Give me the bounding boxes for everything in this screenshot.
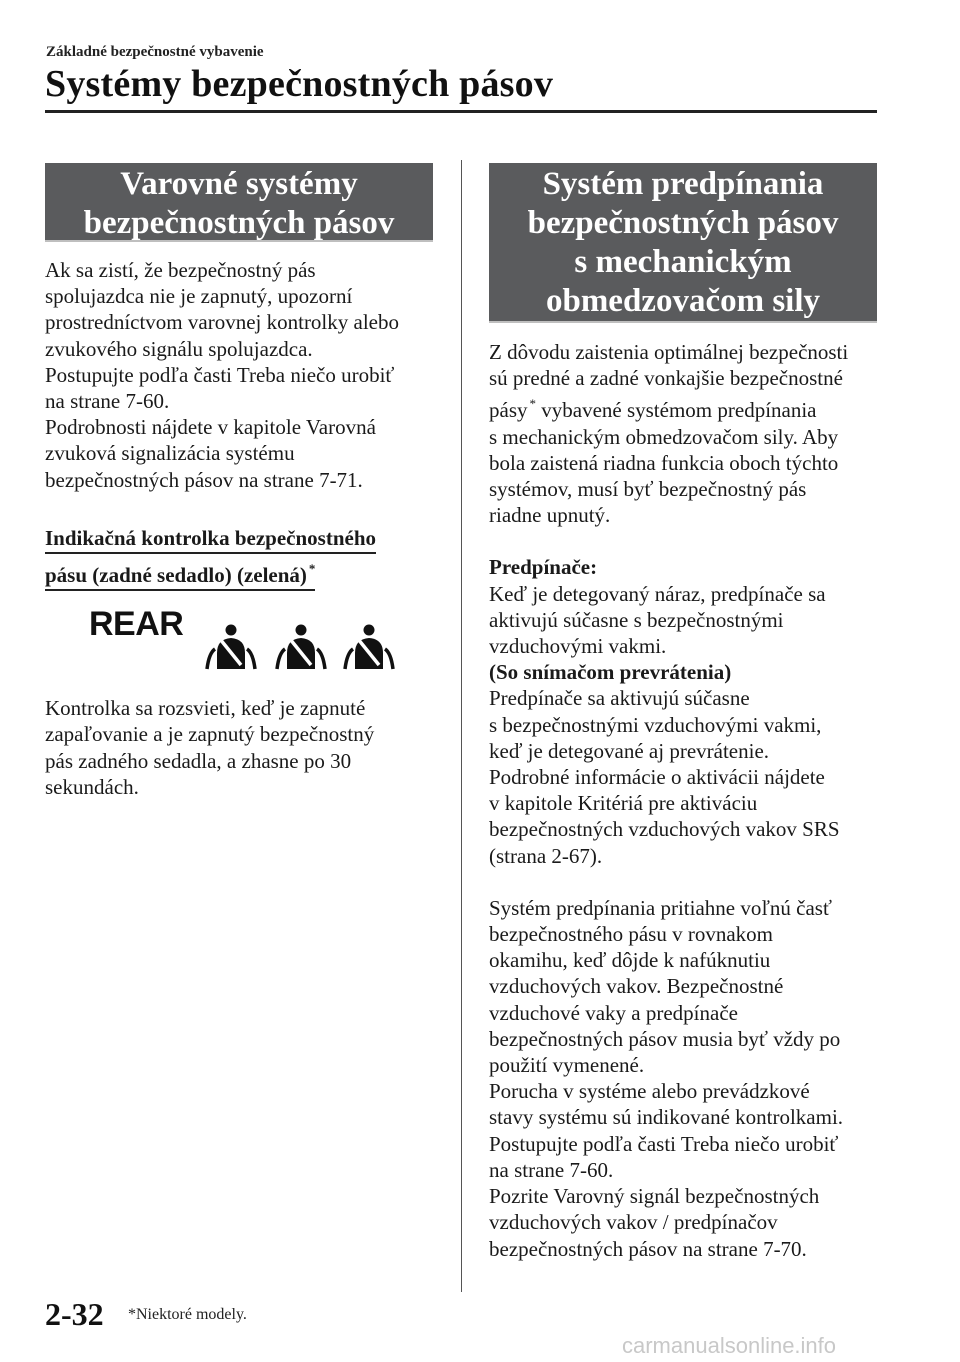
pretensioner-text: Keď je detegovaný náraz, predpínače sa aktivujú súčasne s bezpečnostnými vzduchovými vakmi. bbox=[489, 581, 826, 659]
footnote: *Niektoré modely. bbox=[128, 1306, 247, 1323]
footnote-asterisk: * bbox=[529, 396, 536, 412]
section-banner-warning-systems bbox=[45, 163, 433, 242]
rear-label: REAR bbox=[89, 605, 184, 644]
banner-line: bezpečnostných pásov bbox=[83, 205, 395, 241]
page-number: 2-32 bbox=[45, 1296, 104, 1332]
seatbelt-icon bbox=[343, 623, 395, 671]
indicator-heading bbox=[45, 525, 433, 591]
rollover-heading: (So snímačom prevrátenia) bbox=[489, 660, 732, 685]
indicator-description-text: Kontrolka sa rozsvieti, keď je zapnuté zapaľovanie a je zapnutý bezpečnostný pás zadného sedadla, a zhasne po 30 sekundách. bbox=[45, 696, 375, 799]
page-title: Systémy bezpečnostných pásov bbox=[45, 63, 554, 105]
header-divider bbox=[45, 110, 877, 113]
intro-text-part: vybavené systémom predpínania s mechanickým obmedzovačom sily. Aby bola zaistená riadna funkcia oboch týchto systémov, musí byť bezpečnostný pás riadne upnutý. bbox=[489, 398, 839, 528]
banner-line: obmedzovačom sily bbox=[545, 283, 821, 319]
right-column bbox=[489, 163, 877, 1262]
footnote-asterisk: * bbox=[308, 561, 316, 577]
pretensioner-intro-text bbox=[489, 339, 877, 528]
banner-line: Systém predpínania bbox=[542, 166, 824, 202]
indicator-heading-line: Indikačná kontrolka bezpečnostného bbox=[45, 525, 376, 554]
section-kicker: Základné bezpečnostné vybavenie bbox=[46, 44, 264, 60]
pretensioner-heading: Predpínače: bbox=[489, 555, 598, 580]
rear-belt-indicator bbox=[45, 605, 433, 677]
banner-line: Varovné systémy bbox=[120, 166, 358, 202]
indicator-heading-line: pásu (zadné sedadlo) (zelená) bbox=[45, 563, 307, 588]
warning-intro-text: Ak sa zistí, že bezpečnostný pás spolujazdca nie je zapnutý, upozorní prostredníctvom varovnej kontrolky alebo zvukového signálu spolujazdca. Postupujte podľa časti Treba niečo urobiť na strane 7-60. Podrobnosti nájdete v kapitole Varovná zvuková signalizácia systému bezpečnostných pásov na strane 7-71. bbox=[45, 258, 399, 492]
banner-line: bezpečnostných pásov bbox=[527, 205, 839, 241]
seatbelt-icon bbox=[205, 623, 257, 671]
seatbelt-icon bbox=[275, 623, 327, 671]
intro-text-part: Z dôvodu zaistenia optimálnej bezpečnosti sú predné a zadné vonkajšie bezpečnostné pásy bbox=[489, 340, 849, 423]
left-column bbox=[45, 163, 433, 800]
column-divider bbox=[461, 160, 462, 1292]
banner-line: s mechanickým bbox=[574, 244, 792, 280]
system-text: Systém predpínania pritiahne voľnú časť bezpečnostného pásu v rovnakom okamihu, keď dôjde k nafúknutiu vzduchových vakov. Bezpečnostné vzduchové vaky a predpínače bezpečnostných pásov musia byť vždy po použití vymenené. Porucha v systéme alebo prevádzkové stavy systému sú indikované kontrolkami. Postupujte podľa časti Treba niečo urobiť na strane 7-60. Pozrite Varovný signál bezpečnostných vzduchových vakov / predpínačov bezpečnostných pásov na strane 7-70. bbox=[489, 895, 844, 1261]
section-banner-pretensioner-system bbox=[489, 163, 877, 323]
watermark: carmanualsonline.info bbox=[622, 1333, 837, 1358]
rollover-text: Predpínače sa aktivujú súčasne s bezpečnostnými vzduchovými vakmi, keď je detegované aj prevrátenie. Podrobné informácie o aktivácii nájdete v kapitole Kritériá pre aktiváciu bezpečnostných vzduchových vakov SRS (strana 2-67). bbox=[489, 686, 840, 868]
